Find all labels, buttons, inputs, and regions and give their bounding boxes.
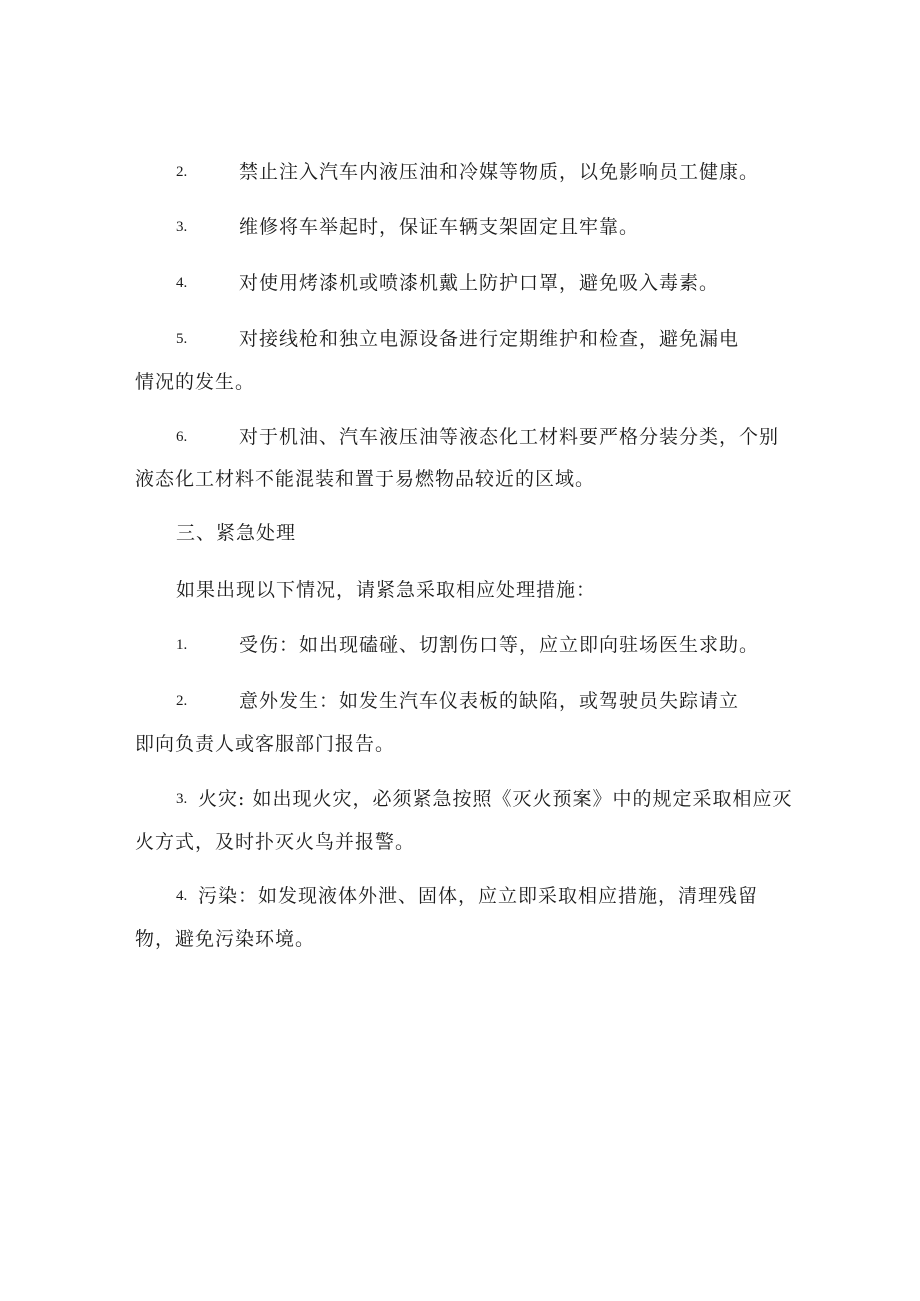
list-item-number: 3. <box>176 791 188 807</box>
list-item-text: 受伤：如出现磕碰、切割伤口等，应立即向驻场医生求助。 <box>239 634 760 656</box>
list-item-text-continued: 火方式，及时扑灭火鸟并报警。 <box>135 831 416 853</box>
list-item-text: 维修将车举起时，保证车辆支架固定且牢靠。 <box>239 216 640 238</box>
list-item-number: 4. <box>176 888 188 904</box>
list-item-text: 对使用烤漆机或喷漆机戴上防护口罩，避免吸入毒素。 <box>239 272 720 294</box>
list-item-text-continued: 即向负责人或客服部门报告。 <box>135 733 396 755</box>
intro-paragraph: 如果出现以下情况，请紧急采取相应处理措施： <box>176 579 597 601</box>
list-item-text: 火灾: 如出现火灾，必须紧急按照《灭火预案》中的规定采取相应灭 <box>198 788 793 810</box>
list-item-number: 1. <box>176 637 188 653</box>
list-item-text-continued: 情况的发生。 <box>135 371 256 393</box>
list-item-number: 5. <box>176 331 188 347</box>
list-item-text: 对于机油、汽车液压油等液态化工材料要严格分装分类，个别 <box>239 426 780 448</box>
list-item-number: 2. <box>176 693 188 709</box>
list-item-text: 意外发生：如发生汽车仪表板的缺陷，或驾驶员失踪请立 <box>239 690 740 712</box>
list-item-text: 污染：如发现液体外泄、固体，应立即采取相应措施，清理残留 <box>198 885 759 907</box>
list-item-number: 2. <box>176 164 188 180</box>
list-item-text-continued: 物，避免污染环境。 <box>135 928 316 950</box>
list-item-text: 禁止注入汽车内液压油和冷媒等物质，以免影响员工健康。 <box>239 161 760 183</box>
list-item-number: 4. <box>176 275 188 291</box>
list-item-text: 对接线枪和独立电源设备进行定期维护和检查，避免漏电 <box>239 328 740 350</box>
list-item-number: 3. <box>176 219 188 235</box>
list-item-text-continued: 液态化工材料不能混装和置于易燃物品较近的区域。 <box>135 468 596 490</box>
list-item-number: 6. <box>176 429 188 445</box>
section-heading: 三、紧急处理 <box>176 522 297 544</box>
